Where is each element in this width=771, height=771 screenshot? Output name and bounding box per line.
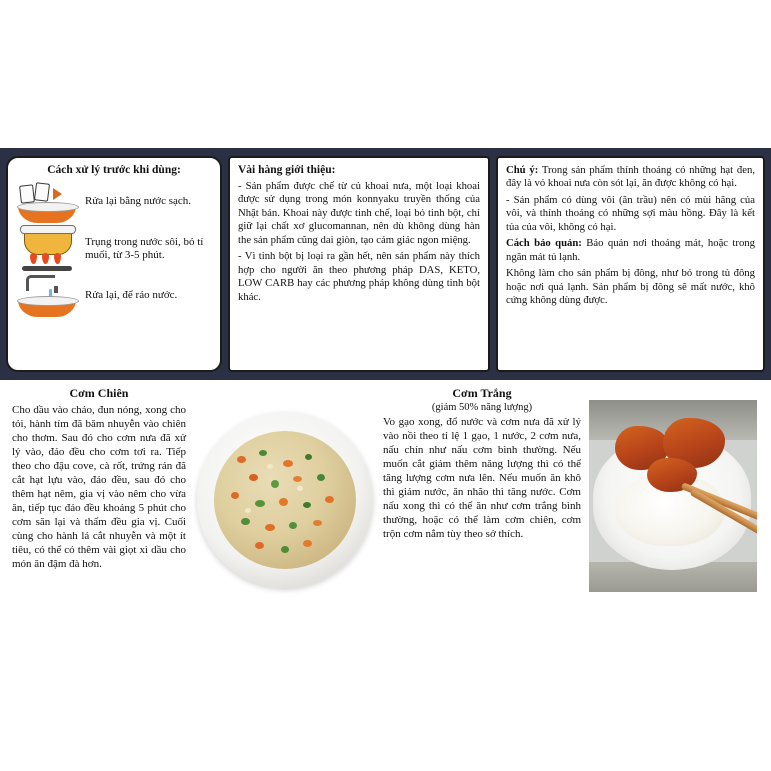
note-text: Trong sản phẩm thỉnh thoảng có những hạt đen, đây là vỏ khoai nưa còn sót lại, ăn được không có hại. xyxy=(506,164,755,190)
introduction-title: Vài hàng giới thiệu: xyxy=(238,164,336,176)
white-rice-recipe xyxy=(377,384,587,630)
storage-text: Bảo quản nơi thoáng mát, hoặc trong ngăn mát tủ lạnh. xyxy=(506,237,755,263)
white-rice-title: Cơm Trắng xyxy=(452,386,512,400)
prep-step-2-text: Trụng trong nước sôi, bỏ tí muối, từ 3-5 phút. xyxy=(85,235,204,261)
fried-rice-title: Cơm Chiên xyxy=(69,386,129,400)
note-paragraph-2: - Sản phẩm có dùng vôi (ăn trầu) nên có mùi hăng của vôi, và thỉnh thoảng có những sợi màu hồng. Đây là kết tủa của vôi, không có hại. xyxy=(506,193,755,233)
rinse-bowl-icon xyxy=(16,180,78,224)
prep-step-2 xyxy=(16,227,212,271)
white-rice-subtitle: (giảm 50% năng lượng) xyxy=(431,402,533,413)
preparation-panel xyxy=(6,156,222,372)
faucet-rinse-icon xyxy=(16,274,78,318)
storage-paragraph xyxy=(506,237,755,264)
white-rice-with-chicken-photo xyxy=(589,400,757,592)
note-label: Chú ý: xyxy=(506,164,539,176)
fried-rice-recipe xyxy=(6,384,192,630)
prep-step-3 xyxy=(16,274,212,318)
preparation-title: Cách xử lý trước khi dùng: xyxy=(47,164,181,176)
boiling-pot-icon xyxy=(16,227,78,271)
notes-panel xyxy=(496,156,765,372)
storage-label: Cách bảo quản: xyxy=(506,237,582,250)
introduction-paragraph-2: - Vì tinh bột bị loại ra gần hết, nên sản phẩm này thích hợp cho người ăn theo phương pháp DAS, KETO, LOW CARB hay các phương pháp không dùng tinh bột khác. xyxy=(238,250,480,303)
fried-rice-text: Cho dầu vào chảo, đun nóng, xong cho tỏi, hành tím đã băm nhuyễn vào chiên cho thơm. Sau đó cho cơm nưa đã xử lý vào, đảo đều cho cơm tơi ra. Tiếp theo cho đậu cove, cà rốt, trứng rán đã cắt hạt lựu vào, đảo đều, sau đó cho thêm hạt nêm, gia vị vào nêm cho vừa ăn, tiếp tục đảo đều khoảng 5 phút cho cơm săn lại và thấm đều gia vị. Cuối cùng cho hành lá cắt nhuyễn và một ít tiêu, có thể có thêm vài giọt xì dầu cho món ăn đậm đà hơn. xyxy=(12,404,186,570)
introduction-panel xyxy=(228,156,490,372)
top-information-band xyxy=(0,148,771,380)
prep-step-1 xyxy=(16,180,212,224)
white-rice-image xyxy=(587,384,759,630)
fried-rice-image xyxy=(192,384,377,630)
introduction-paragraph-1: - Sản phẩm được chế từ củ khoai nưa, một loại khoai được sử dụng trong món konnyaku truyền thống của Nhật bản. Khoai này được tinh chế, loại bỏ tinh bột, chỉ giữ lại chất xơ glucomannan, nên dù không dùng hàn the sản phẩm cũng dai giòn, tạo cảm giác ngon miệng. xyxy=(238,180,480,246)
prep-step-3-text: Rửa lại, để ráo nước. xyxy=(85,289,178,302)
recipes-section xyxy=(0,380,771,630)
white-rice-text: Vo gạo xong, đổ nước và cơm nưa đã xử lý vào nồi theo tỉ lệ 1 gạo, 1 nước, 2 cơm nưa, nấu chín như nấu cơm bình thường. Nếu muốn cắt giảm thêm năng lượng thì có thể tăng lượng cơm nưa lên. Nếu muốn ăn khô thì giảm nước, ăn nhão thì tăng nước. Cơm nấu xong thì có thể ăn như cơm trắng bình thường, hoặc có thể làm cơm chiên, cơm trộn cơm nắm tùy theo sở thích. xyxy=(383,416,581,540)
storage-paragraph-2: Không làm cho sản phẩm bị đông, như bỏ trong tủ đông hoặc nơi quá lạnh. Sản phẩm bị đông sẽ mất nước, khô cứng không dùng được. xyxy=(506,267,755,307)
note-paragraph xyxy=(506,164,755,191)
prep-step-1-text: Rửa lại bằng nước sạch. xyxy=(85,195,192,208)
fried-rice-plate-photo xyxy=(197,412,373,588)
